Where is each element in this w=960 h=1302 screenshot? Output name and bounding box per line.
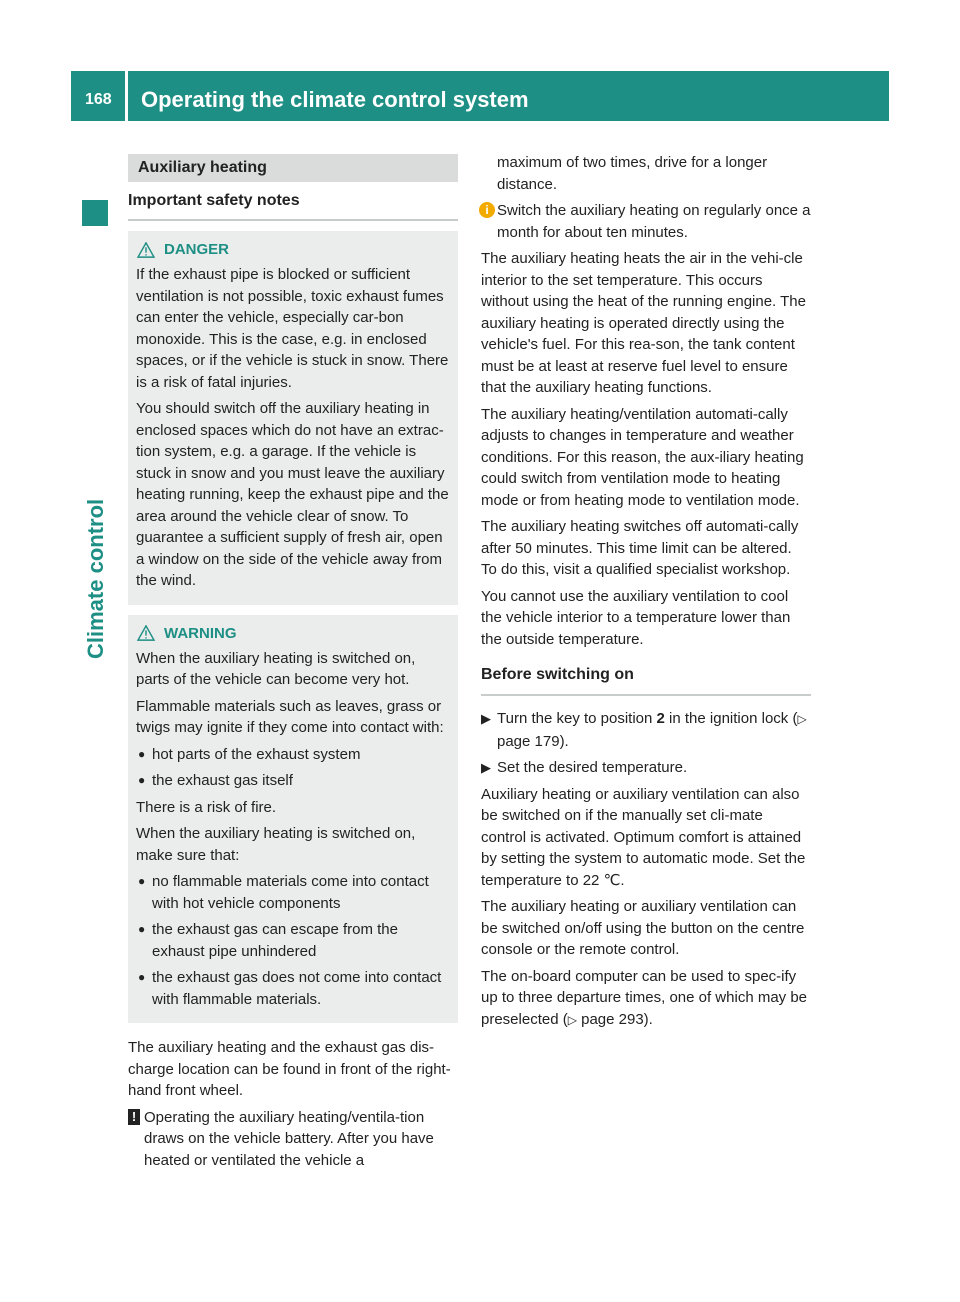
warning-text-1: When the auxiliary heating is switched on, parts of the vehicle can become very hot. — [136, 649, 416, 688]
danger-title — [136, 241, 450, 258]
sidebar-square — [82, 200, 108, 226]
list-item: ● hot parts of the exhaust system — [138, 745, 361, 763]
list-item-text: the exhaust gas itself — [152, 772, 293, 789]
battery-note-text: Operating the auxiliary heating/ventila-tion draws on the vehicle battery. After you have heated or ventilated the vehicle a — [144, 1108, 434, 1169]
warning-text-2: Flammable materials such as leaves, grass or twigs may ignite if they come into contact with: — [136, 697, 444, 736]
info-icon: i — [479, 202, 495, 218]
list-item: ● the exhaust gas itself — [138, 772, 293, 789]
page-number: 168 — [85, 91, 112, 108]
step-text: Turn the key to position — [497, 710, 657, 727]
warning-box — [128, 615, 458, 1024]
body-text: The auxiliary heating/ventilation automati-cally adjusts to changes in temperature and weather conditions. For this reason, the aux-iliary heating could switch from ventilation mode to heating mode or from heating mode to ventilation mode. — [481, 405, 804, 509]
list-item-text: hot parts of the exhaust system — [152, 745, 361, 763]
warning-triangle-icon — [136, 242, 156, 258]
left-column — [128, 154, 458, 1176]
page-title: Operating the climate control system — [141, 87, 529, 112]
body-text-part: The on-board computer can be used to spec-ify up to three departure times, one of which may be preselected ( — [481, 967, 808, 1028]
warning-title — [136, 625, 450, 642]
body-text: The auxiliary heating switches off automati-cally after 50 minutes. This time limit can be altered. To do this, visit a qualified specialist workshop. — [481, 518, 799, 578]
page-ref-icon: ▷ — [797, 712, 807, 726]
key-position: 2 — [656, 710, 665, 727]
section-heading: Auxiliary heating — [128, 154, 458, 182]
list-item-text: no flammable materials come into contact with hot vehicle components — [152, 873, 429, 912]
danger-label: DANGER — [164, 241, 230, 258]
battery-note — [128, 1107, 458, 1172]
body-text: Auxiliary heating or auxiliary ventilation can also be switched on if the manually set cli-mate control is activated. Optimum comfort is attained by setting the system to automatic mode. Set the temperature to 22 ℃. — [481, 785, 806, 889]
body-text — [481, 966, 811, 1032]
list-item: ● the exhaust gas can escape from the exhaust pipe unhindered — [138, 921, 398, 960]
page-ref-link[interactable]: page 293). — [576, 1010, 653, 1028]
warning-text-3: There is a risk of fire. — [136, 798, 277, 816]
step-text: Set the desired temperature. — [497, 759, 688, 776]
sub-heading: Important safety notes — [128, 192, 458, 221]
page-header — [71, 71, 889, 121]
page-ref-icon: ▷ — [567, 1012, 577, 1027]
list-item: ● no flammable materials come into contact with hot vehicle components — [138, 873, 429, 912]
warning-text-4: When the auxiliary heating is switched on, make sure that: — [136, 825, 416, 864]
step-item — [481, 708, 811, 752]
page-ref-link[interactable]: page 179). — [497, 732, 569, 750]
danger-text-1: If the exhaust pipe is blocked or sufficient ventilation is not possible, toxic exhaust fumes can enter the vehicle, especially car-bon monoxide. This is the case, e.g. in enclosed spaces, or if the vehicle is stuck in snow. There is a risk of fatal injuries. — [136, 266, 449, 391]
step-arrow-icon: ▶ — [481, 711, 491, 726]
info-note-text: Switch the auxiliary heating on regularly once a month for about ten minutes. — [497, 202, 811, 241]
body-text: The auxiliary heating heats the air in the vehi-cle interior to the set temperature. This occurs without using the heat of the running engine. The auxiliary heating is operated directly using the vehicle's fuel. For this rea-son, the tank content must be at least at reserve fuel level to ensure that the auxiliary heating functions. — [481, 250, 806, 396]
before-switching-heading: Before switching on — [481, 666, 811, 696]
warning-triangle-icon — [136, 625, 156, 641]
body-text: The auxiliary heating or auxiliary ventilation can be switched on/off using the button on the centre console or the remote control. — [481, 898, 805, 958]
list-item: ● the exhaust gas does not come into contact with flammable materials. — [138, 969, 442, 1008]
body-text: The auxiliary heating and the exhaust gas dis-charge location can be found in front of the right-hand front wheel. — [128, 1039, 451, 1099]
danger-box — [128, 231, 458, 605]
step-item — [481, 757, 811, 779]
note-continuation: maximum of two times, drive for a longer distance. — [497, 154, 768, 193]
list-item-text: the exhaust gas does not come into contact with flammable materials. — [152, 969, 442, 1008]
sidebar-label: Climate control — [83, 498, 108, 659]
info-note — [481, 200, 811, 243]
exclamation-icon: ! — [128, 1109, 140, 1125]
list-item-text: the exhaust gas can escape from the exhaust pipe unhindered — [152, 921, 398, 960]
right-column — [481, 152, 811, 1036]
danger-text-2: You should switch off the auxiliary heating in enclosed spaces which do not have an extrac-tion system, e.g. a garage. If the vehicle is stuck in snow and you must leave the auxiliary heating running, keep the exhaust pipe and the area around the vehicle clear of snow. To guarantee a sufficient supply of fresh air, open a window on the side of the vehicle away from the wind. — [136, 400, 449, 589]
sidebar-tab — [71, 129, 121, 1302]
body-text: You cannot use the auxiliary ventilation to cool the vehicle interior to a temperature lower than the outside temperature. — [481, 587, 791, 648]
step-text: in the ignition lock ( — [664, 710, 798, 727]
warning-label: WARNING — [164, 624, 237, 642]
header-divider — [125, 71, 128, 121]
step-arrow-icon: ▶ — [481, 760, 491, 775]
